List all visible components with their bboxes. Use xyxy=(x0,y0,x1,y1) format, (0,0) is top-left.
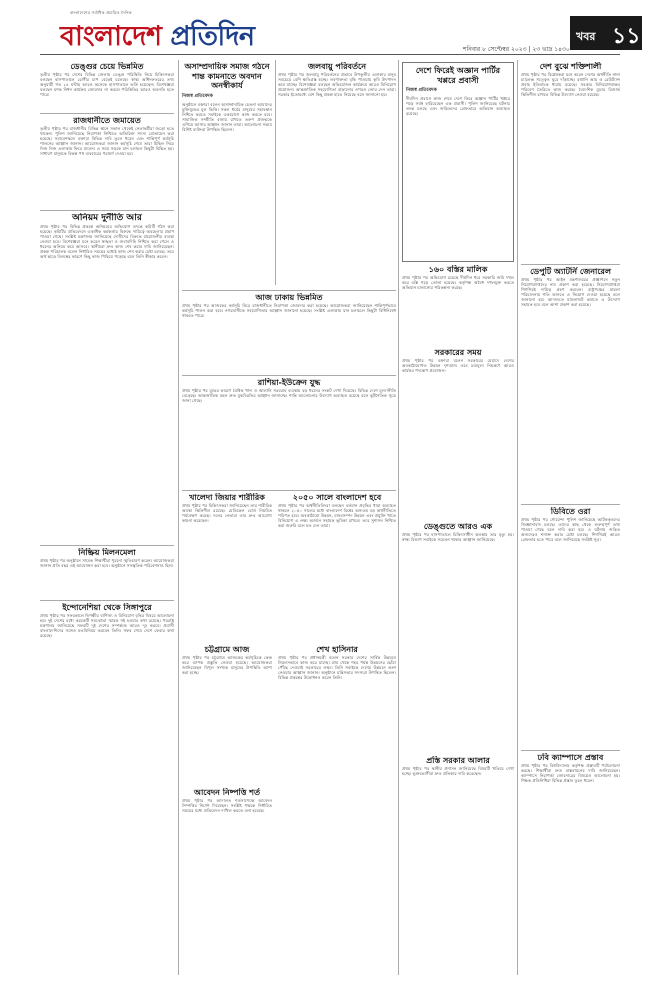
article-sheikh-hasina[interactable] xyxy=(278,645,396,973)
article-secular-society[interactable] xyxy=(182,62,272,287)
article-khaleda-health[interactable] xyxy=(182,493,272,573)
article-headline: দেশ বুঝে শক্তিশালী xyxy=(539,62,602,71)
article-dengue[interactable] xyxy=(40,62,174,112)
article-body: প্রথম পৃষ্ঠার পর চট্টগ্রামে আজকের কর্মসূচিকে কেন্দ্র করে ব্যাপক প্রস্তুতি নেওয়া হয়েছে। আয়োজকরা জানিয়েছেন বিপুল সংখ্যক মানুষের উপস্থিতি আশা করা হচ্ছে। xyxy=(182,654,272,675)
article-body: প্রথম পৃষ্ঠার পর সফরকালে দ্বিপক্ষীয় বাণিজ্য ও বিনিয়োগ বৃদ্ধির বিষয়ে আলোচনা হয়। দুই দেশের মধ্যে কয়েকটি সমঝোতা স্মারক সই হওয়ার কথা রয়েছে। পররাষ্ট্র মন্ত্রণালয় জানিয়েছে সফরটি দুই দেশের সম্পর্ককে আরও দৃঢ় করবে। প্রবাসী বাংলাদেশিদের সঙ্গেও মতবিনিময় করবেন তিনি। সফর শেষে দেশে ফেরার কথা রয়েছে। xyxy=(40,612,174,638)
article-dengue-death[interactable] xyxy=(402,522,514,752)
divider xyxy=(182,375,396,376)
article-body: তৃতীয় পৃষ্ঠার পর দেশের বিভিন্ন জেলায় ডেঙ্গু পরিস্থিতি নিয়ে চিকিৎসকরা বলছেন হাসপাতালে রোগীর চাপ বেড়েই চলেছে। স্বাস্থ্য অধিদফতরের তথ্য অনুযায়ী গত ২৪ ঘণ্টায় আরও অনেকে হাসপাতালে ভর্তি হয়েছেন। বিশেষজ্ঞরা বলছেন মশক নিধন কার্যক্রম জোরদার না করলে পরিস্থিতির আরও অবনতি হতে পারে। xyxy=(40,71,174,97)
column-divider xyxy=(517,60,518,975)
article-body: প্রথম পৃষ্ঠার পর বিভিন্ন প্রকল্পে অনিয়মের অভিযোগ তদন্তে কমিটি গঠন করা হয়েছে। কমিটির প্রতিবেদনে একাধিক কর্মকর্তার বিরুদ্ধে দায়িত্বে অবহেলার প্রমাণ পাওয়া গেছে। সংশ্লিষ্ট মন্ত্রণালয় জানিয়েছে দোষীদের বিরুদ্ধে প্রয়োজনীয় ব্যবস্থা নেওয়া হবে। বিশেষজ্ঞরা মনে করেন স্বচ্ছতা ও জবাবদিহি নিশ্চিত করা গেলে এ ধরনের অনিয়ম কমে আসবে। স্থানীয়রা দ্রুত কাজ শেষ করার দাবি জানিয়েছেন। প্রকল্প পরিচালক বলেন নির্ধারিত সময়ের মধ্যেই কাজ শেষ করার চেষ্টা চলছে। তবে অর্থ ছাড়ে বিলম্বের কারণে কিছু কাজ পিছিয়ে পড়েছে বলে তিনি স্বীকার করেন। xyxy=(40,223,174,260)
article-body: অনুষ্ঠানে বক্তারা বলেন অসাম্প্রদায়িক চেতনা আমাদের মুক্তিযুদ্ধের মূল ভিত্তি। সকল ধর্মের মানুষের সহাবস্থান নিশ্চিত করতে সবাইকে একযোগে কাজ করতে হবে। সামাজিক সম্প্রীতি বজায় রাখতে তরুণ প্রজন্মকে এগিয়ে আসার আহ্বান জানান তারা। আলোচনা সভায় বিশিষ্ট ব্যক্তিরা উপস্থিত ছিলেন। xyxy=(182,101,272,133)
article-body: প্রথম পৃষ্ঠার পর প্রধানমন্ত্রী বলেন সরকার দেশের সার্বিক উন্নয়নে নিরলসভাবে কাজ করে যাচ্ছে। গ্রাম থেকে শহর পর্যন্ত উন্নয়নের ছোঁয়া পৌঁছে দেওয়াই সরকারের লক্ষ্য। তিনি সবাইকে দেশের উন্নয়নে অংশ নেওয়ার আহ্বান জানান। অনুষ্ঠানে মন্ত্রিসভার সদস্যরা উপস্থিত ছিলেন। বিভিন্ন প্রকল্পের উদ্বোধনও করেন তিনি। xyxy=(278,654,396,680)
divider xyxy=(40,545,174,546)
article-db[interactable] xyxy=(521,507,620,747)
article-headline: শেখ হাসিনার xyxy=(316,645,358,654)
divider xyxy=(521,264,620,265)
article-economy[interactable] xyxy=(521,62,620,262)
article-headline: ডেঙ্গুতে আরও এক xyxy=(423,522,493,531)
article-body: প্রথম পৃষ্ঠার পর চিকিৎসকরা জানিয়েছেন তার শারীরিক অবস্থা স্থিতিশীল রয়েছে। মেডিকেল বোর্ড নিয়মিত পর্যবেক্ষণ করছে। দলের নেতারা তার দ্রুত আরোগ্য কামনা করেছেন। xyxy=(182,502,272,523)
article-expat-robbed[interactable] xyxy=(402,62,514,262)
article-government-time[interactable] xyxy=(402,348,514,518)
article-climate[interactable] xyxy=(278,62,396,287)
column-divider xyxy=(178,60,179,975)
article-chittagong[interactable] xyxy=(182,645,272,785)
article-headline: ঢবি ক্যাম্পাসে প্রস্তাব xyxy=(537,753,604,762)
article-headline: দেশে ফিরেই অজ্ঞান পার্টির খপ্পরে প্রবাসী xyxy=(415,65,501,85)
article-body: প্রথম পৃষ্ঠার পর অর্থনীতিবিদরা বলছেন বর্তমান প্রবৃদ্ধির ধারা অব্যাহত থাকলে ২০৫০ সালের মধ্যে বাংলাদেশ বিশ্বের অন্যতম বড় অর্থনীতিতে পরিণত হবে। অবকাঠামো উন্নয়ন, মানবসম্পদ উন্নয়ন এবং প্রযুক্তি খাতে বিনিয়োগ এ লক্ষ্য অর্জনে সহায়ক ভূমিকা রাখবে। তবে সুশাসন নিশ্চিত করা জরুরি বলে মত দেন তারা। xyxy=(278,502,396,528)
logo-tagline: বাংলাদেশের সর্বাধিক প্রচারিত দৈনিক xyxy=(70,10,132,15)
article-byline: নিজস্ব প্রতিবেদক xyxy=(406,88,437,94)
article-headline: সরকারের সময় xyxy=(434,348,482,357)
article-headline: ডেপুটি অ্যাটর্নি জেনারেল xyxy=(530,267,611,276)
article-body: প্রথম পৃষ্ঠার পর যুদ্ধের কারণে বৈশ্বিক খাদ্য ও জ্বালানি সরবরাহ ব্যবস্থায় বড় ধরনের সংকট দেখা দিয়েছে। বিভিন্ন দেশে মূল্যস্ফীতি বেড়েছে। আন্তর্জাতিক মহল দ্রুত যুদ্ধবিরতির আহ্বান জানাচ্ছে। শান্তি আলোচনার উদ্যোগ অব্যাহত রয়েছে বলে কূটনৈতিক সূত্রে জানা গেছে। xyxy=(182,387,396,403)
article-body: প্রথম পৃষ্ঠার পর গোয়েন্দা পুলিশ জানিয়েছে আটককৃতদের জিজ্ঞাসাবাদ চলছে। তাদের কাছ থেকে গুরুত্বপূর্ণ তথ্য পাওয়া গেছে বলে দাবি করা হয়। এ ঘটনায় জড়িত অন্যদেরও শনাক্ত করার চেষ্টা চলছে। শিগগিরই আরও গ্রেফতার হতে পারে বলে জানিয়েছে সংশ্লিষ্ট সূত্র। xyxy=(521,516,620,542)
article-headline: ডেঙ্গুর চেয়ে ভিন্নমিত xyxy=(70,62,144,71)
article-body: প্রথম পৃষ্ঠার পর জলবায়ু পরিবর্তনের প্রভাবে উপকূলীয় এলাকার মানুষ সবচেয়ে বেশি ক্ষতিগ্রস্ত হচ্ছে। লবণাক্ততা বৃদ্ধি পাওয়ায় কৃষি উৎপাদন কমে যাচ্ছে। বিশেষজ্ঞরা বলছেন অভিযোজন কার্যক্রমে আরও বিনিয়োগ প্রয়োজন। আন্তর্জাতিক সহযোগিতা বাড়ানোর ওপরও জোর দেন তারা। সরকার ইতোমধ্যে বেশ কিছু প্রকল্প হাতে নিয়েছে বলে জানানো হয়। xyxy=(278,71,396,97)
column-divider xyxy=(275,60,276,285)
article-petition[interactable] xyxy=(182,788,272,973)
article-body: প্রথম পৃষ্ঠার পর আদালত শর্তসাপেক্ষে আবেদন নিষ্পত্তির নির্দেশ দিয়েছেন। সংশ্লিষ্ট পক্ষকে নির্ধারিত সময়ের মধ্যে প্রতিবেদন দাখিল করতে বলা হয়েছে। xyxy=(182,797,272,813)
article-proposal[interactable] xyxy=(402,756,514,973)
divider xyxy=(521,504,620,505)
article-body: প্রথম পৃষ্ঠার পর বিশ্ববিদ্যালয় কর্তৃপক্ষ প্রস্তাবটি পর্যালোচনা করছে। শিক্ষার্থীরা দ্রুত বাস্তবায়নের দাবি জানিয়েছেন। ক্যাম্পাসে নিরাপত্তা জোরদারের বিষয়েও আলোচনা হয়। শিক্ষক প্রতিনিধিরা বিভিন্ন প্রস্তাব তুলে ধরেন। xyxy=(521,762,620,783)
article-body: প্রথম পৃষ্ঠার পর বক্তারা বলেন সরকারের মেয়াদে দেশের অবকাঠামোগত উন্নয়ন দৃশ্যমান। তবে দ্রব্যমূল্য নিয়ন্ত্রণে আরও কার্যকর পদক্ষেপ প্রয়োজন। xyxy=(402,357,514,373)
divider xyxy=(182,290,396,291)
article-headline: নিষ্ক্রিয় মিলনমেলা xyxy=(78,548,136,557)
article-corruption[interactable] xyxy=(40,213,174,543)
article-headline: অসাম্প্রদায়িক সমাজ গঠনে শান্ত কামনাতে অবদান অনস্বীকার্য xyxy=(184,62,270,91)
article-headline: ২০৫০ সালে বাংলাদেশ হবে xyxy=(292,493,382,502)
article-body: প্রথম পৃষ্ঠার পর স্থানীয় প্রশাসন জানিয়েছে বিষয়টি খতিয়ে দেখা হচ্ছে। ভুক্তভোগীরা দ্রুত প্রতিকার দাবি করেছেন। xyxy=(402,765,514,776)
divider xyxy=(40,600,174,601)
article-bangladesh-2050[interactable] xyxy=(278,493,396,643)
divider xyxy=(182,490,396,491)
article-headline: রাজধানীতে জমায়েত xyxy=(73,116,141,125)
article-body: প্রথম পৃষ্ঠার পর অভিযোগ রয়েছে দীর্ঘদিন ধরে সরকারি জমি দখল করে বস্তি গড়ে তোলা হয়েছে। কর্তৃপক্ষ অবৈধ দখলমুক্ত করতে অভিযান চালানোর পরিকল্পনা করছে। xyxy=(402,274,514,290)
article-singapore[interactable] xyxy=(40,603,174,973)
article-body: প্রথম পৃষ্ঠার পর অনুষ্ঠানে সাবেক শিক্ষার্থীরা পুরনো স্মৃতিচারণ করেন। আয়োজকরা জানান প্রতি বছর এই আয়োজন করা হবে। অনুষ্ঠানে সাংস্কৃতিক পরিবেশনাও ছিল। xyxy=(40,557,174,568)
article-headline: জলবায়ু পরিবর্তনে xyxy=(308,62,366,71)
article-headline: ইন্দোনেশিয়া থেকে সিঙ্গাপুরে xyxy=(62,603,152,612)
article-body: প্রথম পৃষ্ঠার পর আইন মন্ত্রণালয়ের প্রজ্ঞাপনে নতুন নিয়োগপ্রাপ্তদের নাম প্রকাশ করা হয়েছে। নিয়োগপ্রাপ্তরা শিগগিরই দায়িত্ব গ্রহণ করবেন। রাষ্ট্রপক্ষের মামলা পরিচালনায় গতি আনতে এ নিয়োগ দেওয়া হয়েছে বলে জানানো হয়। আদালতে মামলাজট কমাতে এ উদ্যোগ সহায়ক হবে বলে আশা প্রকাশ করা হয়েছে। xyxy=(521,276,620,308)
article-headline: অনিয়ম দুর্নীতি আর xyxy=(72,213,142,223)
column-divider xyxy=(398,60,399,975)
article-headline: আবেদন নিষ্পত্তি শর্ত xyxy=(193,788,261,797)
article-russia-ukraine[interactable] xyxy=(182,378,396,488)
divider xyxy=(521,750,620,751)
article-attorney[interactable] xyxy=(521,267,620,502)
article-byline: নিজস্ব প্রতিবেদক xyxy=(182,93,213,99)
section-badge xyxy=(570,16,642,50)
section-label: খবর xyxy=(576,30,596,43)
page-number: ১১ xyxy=(612,23,641,49)
newspaper-logo[interactable]: বাংলাদেশ প্রতিদিন xyxy=(60,21,255,52)
article-headline: রাশিয়া-ইউক্রেন যুদ্ধ xyxy=(257,378,321,387)
masthead xyxy=(40,8,641,54)
article-headline: প্রস্তি সরকার আলার xyxy=(426,756,490,765)
article-headline: খালেদা জিয়ার শারীরিক xyxy=(189,493,265,502)
article-dhaka-today[interactable] xyxy=(182,293,396,373)
article-headline: চট্টগ্রামে আজ xyxy=(204,645,250,654)
article-du-campus[interactable] xyxy=(521,753,620,973)
article-rally[interactable] xyxy=(40,116,174,208)
article-body: তৃতীয় পৃষ্ঠার পর রাজধানীর বিভিন্ন স্থানে সকাল থেকেই নেতাকর্মীরা জড়ো হতে থাকেন। পুলিশ জানিয়েছে নিরাপত্তা নিশ্চিতে অতিরিক্ত সদস্য মোতায়েন করা হয়েছে। সমাবেশস্থলে বক্তারা বিভিন্ন দাবি তুলে ধরেন এবং শান্তিপূর্ণ কর্মসূচি পালনের আহ্বান জানান। আয়োজকরা জানান কর্মসূচি শেষে তারা মিছিল নিয়ে নিজ নিজ এলাকায় ফিরে যাবেন। এ সময় সড়কে যান চলাচল কিছুটা বিঘ্নিত হয়। সাধারণ মানুষকে বিকল্প পথ ব্যবহারের পরামর্শ দেওয়া হয়। xyxy=(40,125,174,157)
article-headline: ১৬০ বস্তির মালিক xyxy=(428,265,488,274)
article-reunion[interactable] xyxy=(40,548,174,598)
masthead-rule xyxy=(40,54,620,55)
article-body: প্রথম পৃষ্ঠার পর হাসপাতালে চিকিৎসাধীন অবস্থায় তার মৃত্যু হয়। স্বাস্থ্য বিভাগ সবাইকে সচেতন থাকার আহ্বান জানিয়েছে। xyxy=(402,531,514,542)
article-headline: ডিবিতে ওরা xyxy=(550,507,591,516)
article-body: প্রথম পৃষ্ঠার পর আজকের কর্মসূচি ঘিরে রাজধানীতে নিরাপত্তা জোরদার করা হয়েছে। আয়োজকরা জানিয়েছেন শান্তিপূর্ণভাবে কর্মসূচি পালন করা হবে। নগরবাসীকে সহযোগিতার আহ্বান জানানো হয়েছে। সংশ্লিষ্ট এলাকায় যান চলাচলে কিছুটা বিধিনিষেধ থাকতে পারে। xyxy=(182,302,396,318)
divider xyxy=(40,113,174,114)
article-slum-owner[interactable] xyxy=(402,265,514,345)
divider xyxy=(40,210,174,211)
article-headline: আজ ঢাকায় ভিন্নমিত xyxy=(255,293,323,302)
article-body: প্রথম পৃষ্ঠার পর বিশ্লেষকরা মনে করেন দেশের অর্থনীতি নানা চ্যালেঞ্জ সত্ত্বেও ঘুরে দাঁড়াচ্ছে। রপ্তানি আয় ও রেমিট্যান্স প্রবাহ ইতিবাচক ধারায় রয়েছে। সরকার বিনিয়োগবান্ধব পরিবেশ তৈরিতে কাজ করছে। বৈদেশিক মুদ্রার রিজার্ভ স্থিতিশীল রাখতে বিভিন্ন উদ্যোগ নেওয়া হয়েছে। xyxy=(521,71,620,97)
date-line: শনিবার ৮ সেপ্টেম্বর ২০২৩ | ২৩ ভাদ্র ১৪৩০ xyxy=(463,46,570,53)
article-body: দীর্ঘদিন প্রবাসে কাজ শেষে দেশে ফিরে অজ্ঞান পার্টির খপ্পরে পড়ে সর্বস্ব হারিয়েছেন এক প্রবাসী। পুলিশ জানিয়েছে ঘটনার তদন্ত চলছে এবং জড়িতদের গ্রেফতারে অভিযান অব্যাহত রয়েছে। xyxy=(406,96,510,117)
